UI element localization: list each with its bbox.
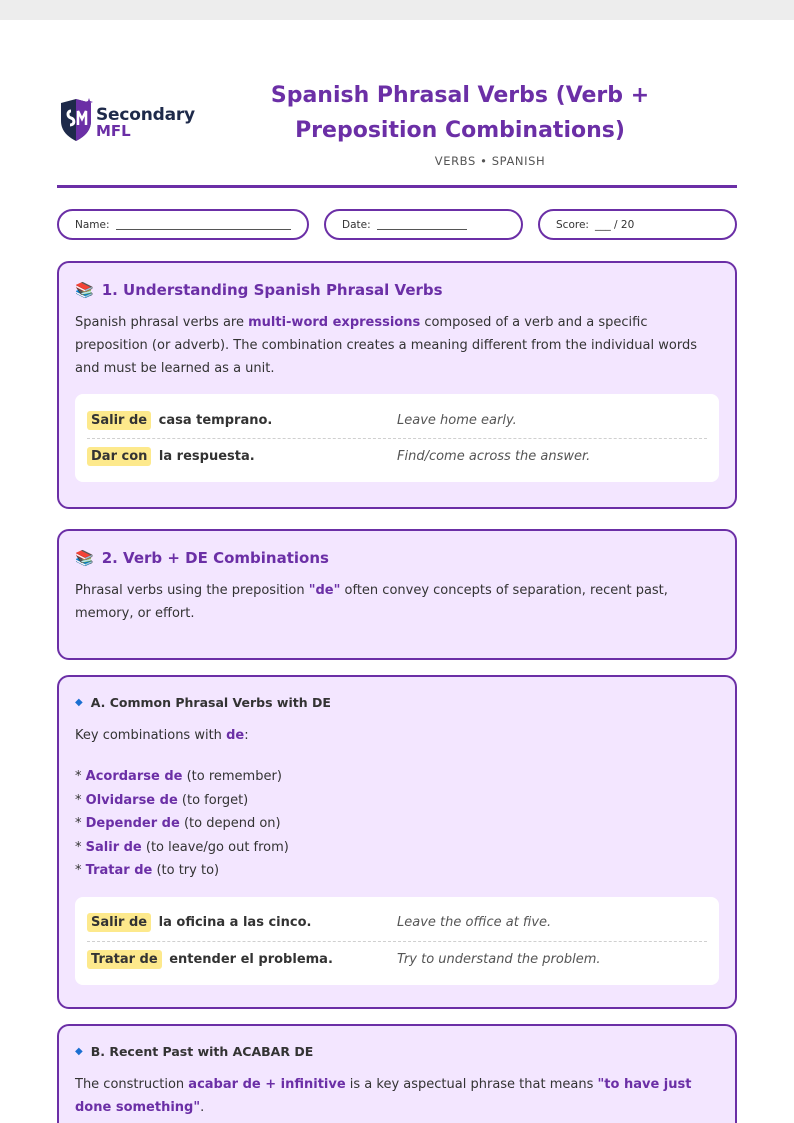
list-item [75,765,719,789]
example-box [75,897,719,985]
text-run: composed of a verb and a specific preposition (or adverb). The combination creates a meaning different from the individual words and must be learned as a unit. [75,315,697,376]
section-a-heading [75,695,719,710]
page-subtitle: VERBS • SPANISH [434,154,546,168]
diamond-icon: ◆ [75,1046,83,1057]
section-b-heading-text: B. Recent Past with ACABAR DE [90,1044,314,1059]
verb-chip: Salir de [87,411,151,430]
bullet: * [75,839,86,855]
text-run: is a key aspectual phrase that means [345,1077,598,1092]
name-blank-line[interactable] [116,220,291,230]
name-field[interactable] [57,209,309,240]
example-row [87,905,707,941]
example-rest: entender el problema. [164,951,333,967]
logo-word-mfl: MFL [96,122,131,140]
shield-logo-icon [58,97,94,143]
section-recent-past-acabar-de [57,1024,737,1123]
score-label: Score: [556,218,589,231]
text-run: : [244,728,249,743]
list-item [75,789,719,813]
text-run: Spanish phrasal verbs are [75,315,249,330]
section-2-heading-text: 2. Verb + DE Combinations [101,549,329,567]
section-1-heading [75,281,719,299]
diamond-icon: ◆ [75,697,83,708]
score-field[interactable] [538,209,737,240]
example-rest: la oficina a las cinco. [154,915,312,930]
example-box [75,394,719,482]
section-common-phrasal-verbs-de [57,675,737,1009]
section-1-paragraph [75,311,719,380]
date-field[interactable] [324,209,523,240]
page-title: Spanish Phrasal Verbs (Verb + Preposition Combinations) [270,83,650,143]
example-rest: casa temprano. [154,412,273,428]
verb-list [75,765,719,883]
text-run: Key combinations with [75,728,227,743]
list-item [75,836,719,860]
bullet: * [75,792,86,808]
text-run: Phrasal verbs using the preposition [75,583,309,598]
date-label: Date: [342,218,371,231]
example-rest: la respuesta. [154,449,255,464]
section-b-heading [75,1044,719,1059]
browser-top-bar [0,0,794,20]
section-1-heading-text: 1. Understanding Spanish Phrasal Verbs [101,281,443,299]
list-gloss: (to depend on) [179,816,281,831]
list-verb: Olvidarse de [85,792,178,808]
section-verb-de-combinations [57,529,737,660]
section-understanding-phrasal-verbs [57,261,737,509]
section-2-paragraph [75,579,719,625]
list-verb: Acordarse de [85,769,183,784]
example-row [87,941,707,977]
highlighted-term: de [226,728,245,743]
highlighted-term: "to have just done something" [75,1077,692,1115]
date-blank-line[interactable] [377,220,467,230]
section-2-heading [75,549,719,567]
verb-chip: Dar con [87,447,151,466]
list-item [75,859,719,883]
header-divider [57,185,737,188]
list-gloss: (to leave/go out from) [141,839,289,855]
section-a-intro [75,724,719,747]
list-verb: Depender de [85,816,180,831]
highlighted-term: multi-word expressions [248,315,421,330]
verb-chip: Salir de [87,913,151,932]
bullet: * [75,816,86,831]
secondary-mfl-logo [58,97,198,145]
verb-chip: Tratar de [87,950,162,969]
example-english: Find/come across the answer. [397,449,591,464]
books-icon: 📚 [75,281,94,299]
highlighted-term: acabar de + infinitive [188,1077,346,1092]
books-icon: 📚 [75,549,94,567]
example-spanish [87,915,397,930]
section-a-heading-text: A. Common Phrasal Verbs with DE [90,695,331,710]
score-value: ___ / 20 [594,218,635,231]
logo-word-secondary: Secondary [96,105,195,125]
example-spanish [87,449,397,464]
list-verb: Salir de [85,839,142,855]
example-row [87,438,707,474]
text-run: . [200,1100,205,1115]
bullet: * [75,769,86,784]
name-label: Name: [75,218,110,231]
example-english: Try to understand the problem. [397,951,601,967]
text-run: often convey concepts of separation, recent past, memory, or effort. [75,583,668,621]
example-row [87,402,707,438]
example-spanish [87,413,397,428]
example-spanish [87,952,397,967]
list-gloss: (to remember) [182,769,282,784]
example-english: Leave home early. [397,412,517,428]
list-verb: Tratar de [85,863,153,878]
text-run: The construction [75,1077,189,1092]
section-b-paragraph [75,1073,719,1119]
example-english: Leave the office at five. [397,915,552,930]
bullet: * [75,863,86,878]
highlighted-term: "de" [308,583,341,598]
list-gloss: (to try to) [152,863,220,878]
list-item [75,812,719,836]
list-gloss: (to forget) [177,792,249,808]
